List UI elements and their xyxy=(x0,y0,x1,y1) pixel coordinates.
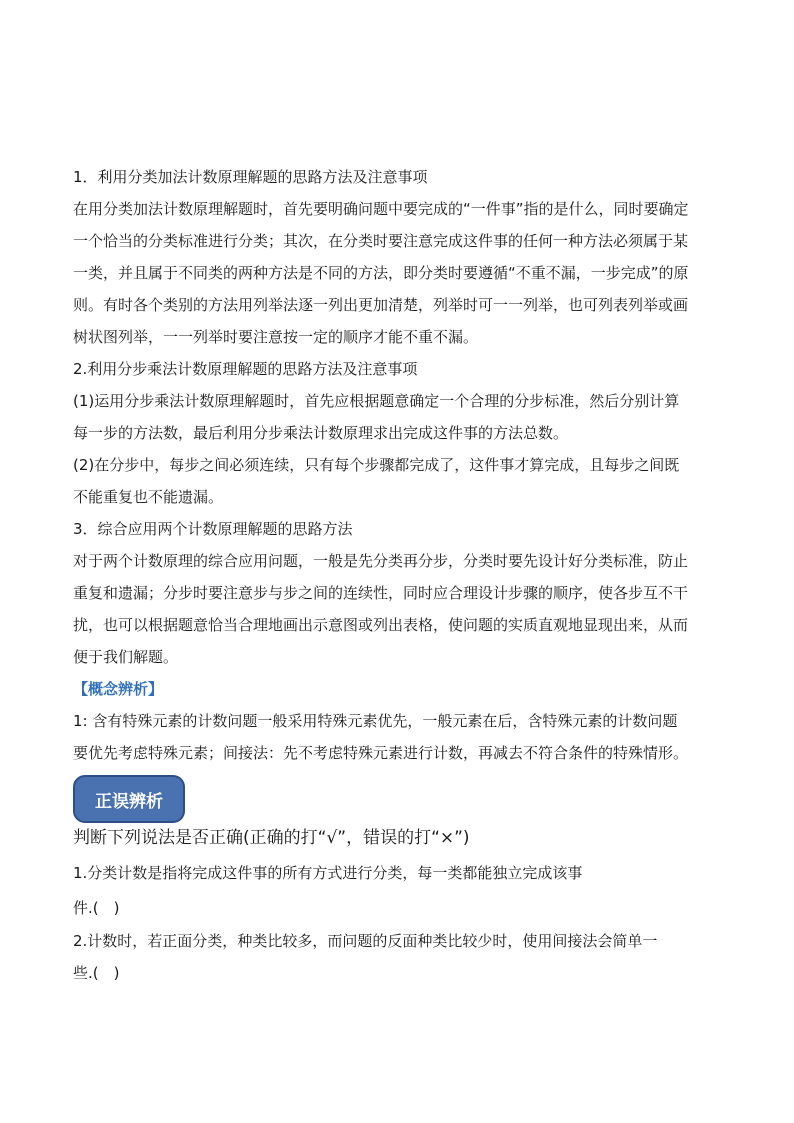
judge-item: 件.( ) xyxy=(73,899,120,917)
section-1-line: 一类，并且属于不同类的两种方法是不同的方法，即分类时要遵循“不重不漏，一步完成”的原 xyxy=(73,264,689,282)
section-2-line: 每一步的方法数，最后利用分步乘法计数原理求出完成这件事的方法总数。 xyxy=(73,424,569,442)
judge-item: 些.( ) xyxy=(73,964,120,982)
section-1-line: 在用分类加法计数原理解题时，首先要明确问题中要完成的“一件事”指的是什么，同时要确定 xyxy=(73,200,689,218)
section-1-line: 则。有时各个类别的方法用列举法逐一列出更加清楚，列举时可一一列举，也可列表列举或画 xyxy=(73,296,689,314)
section-2-heading: 2.利用分步乘法计数原理解题的思路方法及注意事项 xyxy=(73,360,418,378)
section-3-line: 对于两个计数原理的综合应用问题，一般是先分类再分步，分类时要先设计好分类标准，防止 xyxy=(73,552,689,570)
section-3-line: 便于我们解题。 xyxy=(73,648,179,666)
concept-line: 1: 含有特殊元素的计数问题一般采用特殊元素优先，一般元素在后，含特殊元素的计数问题 xyxy=(73,712,678,730)
section-1-line: 一个恰当的分类标准进行分类；其次，在分类时要注意完成这件事的任何一种方法必须属于某 xyxy=(73,232,689,250)
concept-line: 要优先考虑特殊元素；间接法：先不考虑特殊元素进行计数，再减去不符合条件的特殊情形。 xyxy=(73,744,689,762)
section-badge: 正误辨析 xyxy=(73,775,185,823)
section-3-line: 重复和遗漏；分步时要注意步与步之间的连续性，同时应合理设计步骤的顺序，使各步互不干 xyxy=(73,584,689,602)
section-2-line: (1)运用分步乘法计数原理解题时，首先应根据题意确定一个合理的分步标准，然后分别计算 xyxy=(73,392,680,410)
judge-item: 2.计数时，若正面分类，种类比较多，而问题的反面种类比较少时，使用间接法会简单一 xyxy=(73,932,658,950)
section-3-line: 扰，也可以根据题意恰当合理地画出示意图或列出表格，使问题的实质直观地显现出来，从而 xyxy=(73,616,689,634)
section-2-line: 不能重复也不能遗漏。 xyxy=(73,488,224,506)
section-2-line: (2)在分步中，每步之间必须连续，只有每个步骤都完成了，这件事才算完成，且每步之间既 xyxy=(73,456,680,474)
judge-item: 1.分类计数是指将完成这件事的所有方式进行分类，每一类都能独立完成该事 xyxy=(73,864,583,882)
section-3-heading: 3．综合应用两个计数原理解题的思路方法 xyxy=(73,520,353,538)
section-1-line: 树状图列举，一一列举时要注意按一定的顺序才能不重不漏。 xyxy=(73,328,479,346)
concept-label: 【概念辨析】 xyxy=(73,680,164,698)
section-1-heading: 1．利用分类加法计数原理解题的思路方法及注意事项 xyxy=(73,168,428,186)
judge-instruction: 判断下列说法是否正确(正确的打“√”，错误的打“×”) xyxy=(73,828,470,848)
